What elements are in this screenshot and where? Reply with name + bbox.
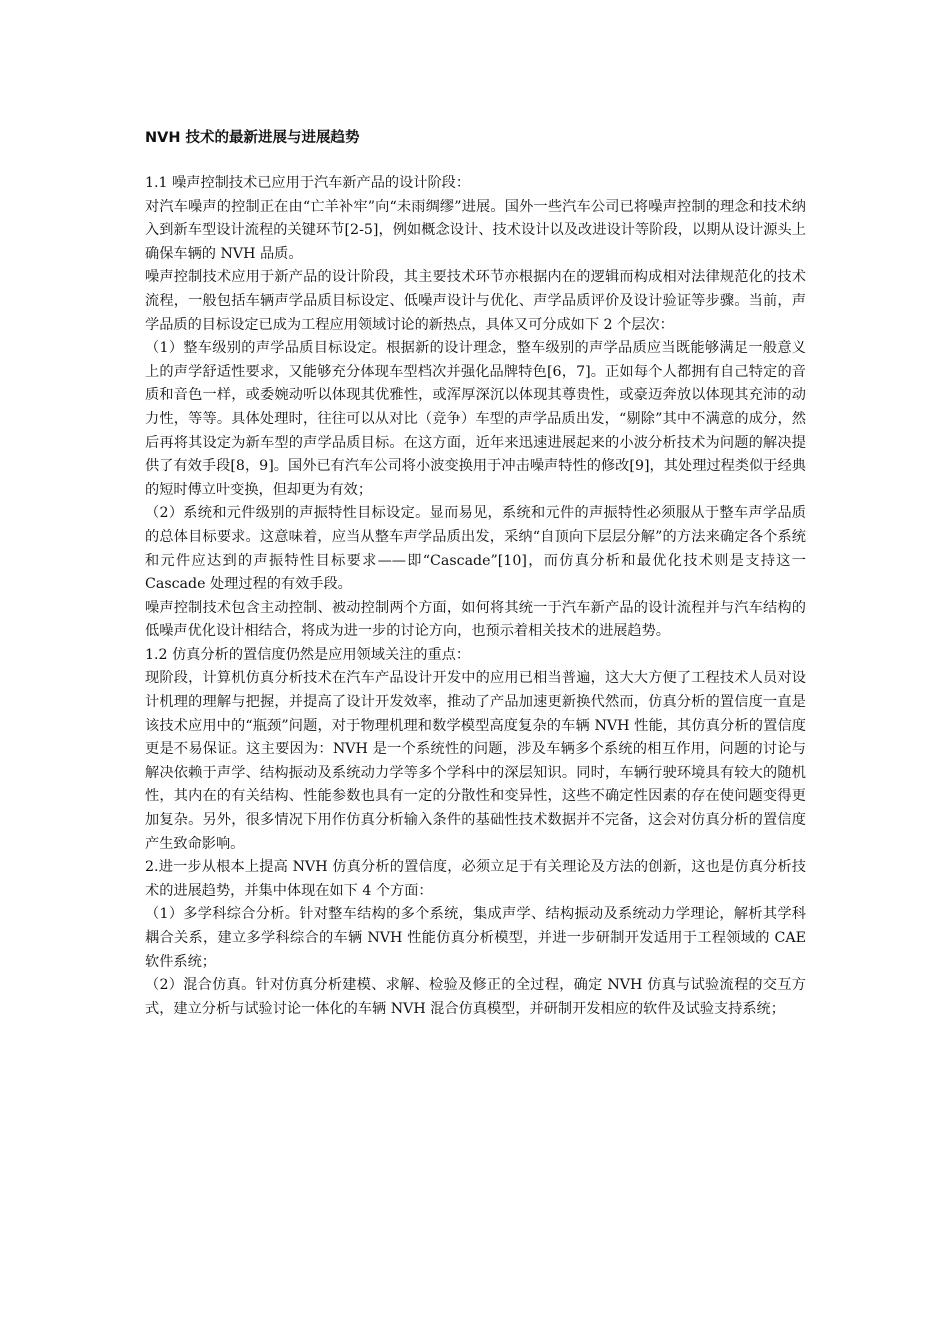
document-body xyxy=(145,128,806,1021)
paragraph: （2）混合仿真。针对仿真分析建模、求解、检验及修正的全过程，确定 NVH 仿真与试验流程的交互方式，建立分析与试验讨论一体化的车辆 NVH 混合仿真模型，并研制开发相应的软件及试验支持系统； xyxy=(145,977,806,1017)
document-title: NVH 技术的最新进展与进展趋势 xyxy=(145,130,360,146)
paragraph: 2.进一步从根本上提高 NVH 仿真分析的置信度，必须立足于有关理论及方法的创新，这也是仿真分析技术的进展趋势，并集中体现在如下 4 个方面： xyxy=(145,859,806,899)
paragraph: （1）多学科综合分析。针对整车结构的多个系统，集成声学、结构振动及系统动力学理论，解析其学科耦合关系，建立多学科综合的车辆 NVH 性能仿真分析模型，并进一步研制开发适用于工程领域的 CAE 软件系统； xyxy=(145,906,806,970)
paragraph: 对汽车噪声的控制正在由“亡羊补牢”向“未雨绸缪”进展。国外一些汽车公司已将噪声控制的理念和技术纳入到新车型设计流程的关键环节[2-5]，例如概念设计、技术设计以及改进设计等阶段，以期从设计源头上确保车辆的 NVH 品质。 xyxy=(145,198,806,262)
paragraph: 噪声控制技术包含主动控制、被动控制两个方面，如何将其统一于汽车新产品的设计流程并与汽车结构的低噪声优化设计相结合，将成为进一步的讨论方向，也预示着相关技术的进展趋势。 xyxy=(145,599,806,640)
paragraph: （2）系统和元件级别的声振特性目标设定。显而易见，系统和元件的声振特性必须服从于整车声学品质的总体目标要求。这意味着，应当从整车声学品质出发，采纳“自顶向下层层分解”的方法来确定各个系统和元件应达到的声振特性目标要求——即“Cascade”[10]，而仿真分析和最优化技术则是支持这一 Cascade 处理过程的有效手段。 xyxy=(145,505,806,593)
paragraph: 噪声控制技术应用于新产品的设计阶段，其主要技术环节亦根据内在的逻辑而构成相对法律规范化的技术流程，一般包括车辆声学品质目标设定、低噪声设计与优化、声学品质评价及设计验证等步骤。当前，声学品质的目标设定已成为工程应用领域讨论的新热点，具体又可分成如下 2 个层次： xyxy=(145,269,806,333)
paragraph: 现阶段，计算机仿真分析技术在汽车产品设计开发中的应用已相当普遍，这大大方便了工程技术人员对设计机理的理解与把握，并提高了设计开发效率，推动了产品加速更新换代然而，仿真分析的置信度一直是该技术应用中的“瓶颈”问题，对于物理机理和数学模型高度复杂的车辆 NVH 性能，其仿真分析的置信度更是不易保证。这主要因为：NVH 是一个系统性的问题，涉及车辆多个系统的相互作用，问题的讨论与解决依赖于声学、结构振动及系统动力学等多个学科中的深层知识。同时，车辆行驶环境具有较大的随机性，其内在的有关结构、性能参数也具有一定的分散性和变异性，这些不确定性因素的存在使问题变得更加复杂。另外，很多情况下用作仿真分析输入条件的基础性技术数据并不完备，这会对仿真分析的置信度产生致命影响。 xyxy=(145,670,806,852)
section-heading-1-1: 1.1 噪声控制技术已应用于汽车新产品的设计阶段： xyxy=(145,175,471,191)
section-heading-1-2: 1.2 仿真分析的置信度仍然是应用领域关注的重点： xyxy=(145,646,471,663)
paragraph: （1）整车级别的声学品质目标设定。根据新的设计理念，整车级别的声学品质应当既能够满足一般意义上的声学舒适性要求，又能够充分体现车型档次并强化品牌特色[6，7]。正如每个人都拥有自己特定的音质和音色一样，或委婉动听以体现其优雅性，或浑厚深沉以体现其尊贵性，或豪迈奔放以体现其充沛的动力性，等等。具体处理时，往往可以从对比（竞争）车型的声学品质出发，“剔除”其中不满意的成分，然后再将其设定为新车型的声学品质目标。在这方面，近年来迅速进展起来的小波分析技术为问题的解决提供了有效手段[8，9]。国外已有汽车公司将小波变换用于冲击噪声特性的修改[9]，其处理过程类似于经典的短时傅立叶变换，但却更为有效； xyxy=(145,340,806,498)
